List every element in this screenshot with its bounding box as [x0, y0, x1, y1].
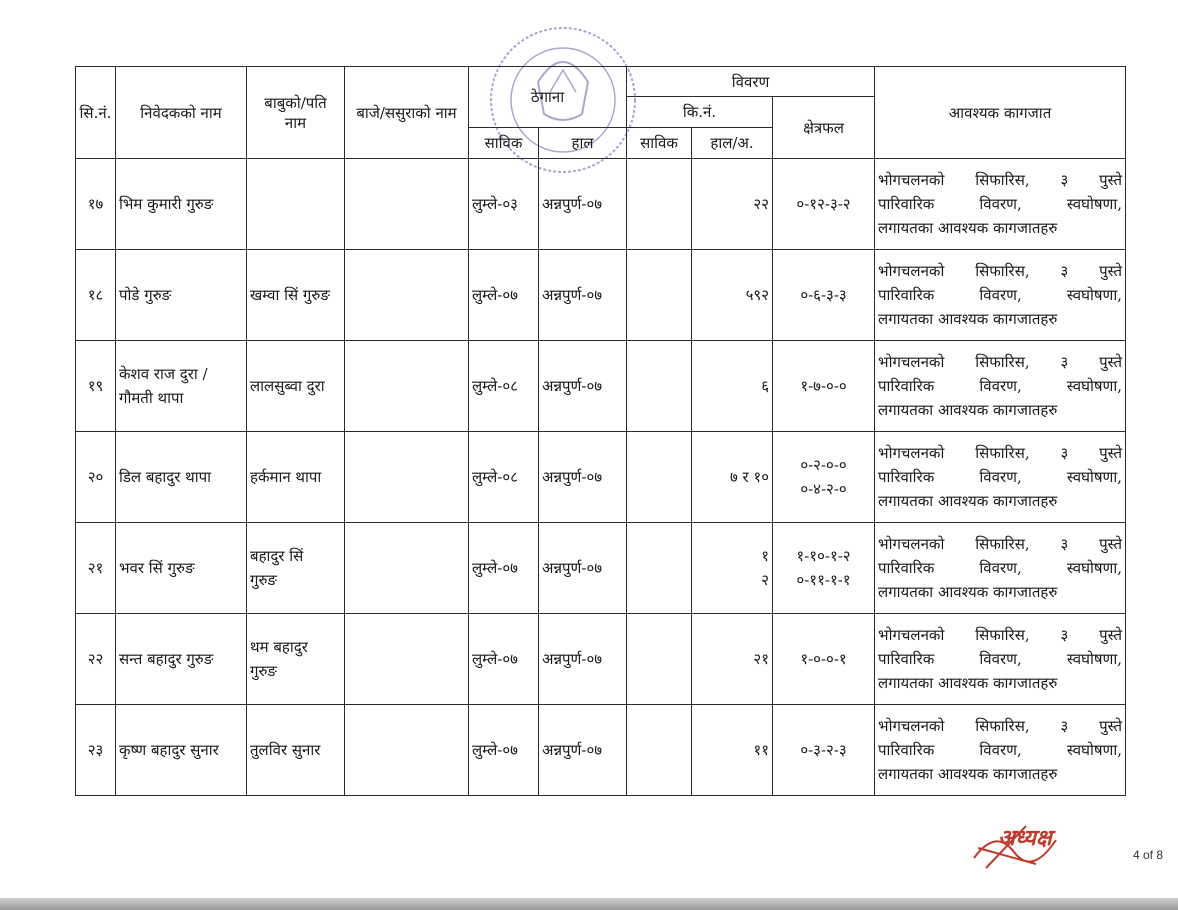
cell-documents [875, 159, 1126, 250]
cell-applicant: कृष्ण बहादुर सुनार [116, 705, 247, 796]
documents-line: पारिवारिक विवरण, स्वघोषणा, [878, 650, 1123, 668]
cell-sn: १९ [76, 341, 116, 432]
cell-applicant: सन्त बहादुर गुरुङ [116, 614, 247, 705]
cell-sn: २१ [76, 523, 116, 614]
land-registry-table [75, 66, 1126, 796]
cell-addr-new: अन्नपुर्ण-०७ [539, 341, 627, 432]
cell-sn: २३ [76, 705, 116, 796]
cell-documents [875, 432, 1126, 523]
cell-addr-new: अन्नपुर्ण-०७ [539, 250, 627, 341]
cell-grandfather [345, 341, 469, 432]
cell-plot-new: ५९२ [692, 250, 773, 341]
cell-sn: १७ [76, 159, 116, 250]
cell-addr-old: लुम्ले-०८ [469, 341, 539, 432]
cell-documents [875, 341, 1126, 432]
documents-line: पारिवारिक विवरण, स्वघोषणा, [878, 377, 1123, 395]
cell-plot-old [627, 159, 692, 250]
cell-plot-old [627, 705, 692, 796]
header-details: विवरण [627, 67, 875, 97]
cell-addr-old: लुम्ले-०७ [469, 523, 539, 614]
documents-line: लगायतका आवश्यक कागजातहरु [878, 401, 1058, 419]
documents-line: भोगचलनको सिफारिस, ३ पुस्ते [878, 444, 1123, 462]
cell-grandfather [345, 250, 469, 341]
documents-line: भोगचलनको सिफारिस, ३ पुस्ते [878, 717, 1123, 735]
documents-line: लगायतका आवश्यक कागजातहरु [878, 219, 1058, 237]
cell-grandfather [345, 523, 469, 614]
documents-line: भोगचलनको सिफारिस, ३ पुस्ते [878, 535, 1123, 553]
cell-documents [875, 705, 1126, 796]
documents-line: भोगचलनको सिफारिस, ३ पुस्ते [878, 262, 1123, 280]
chairperson-signature [966, 818, 1126, 878]
documents-line: लगायतका आवश्यक कागजातहरु [878, 765, 1058, 783]
table-row [76, 341, 1126, 432]
cell-addr-new: अन्नपुर्ण-०७ [539, 705, 627, 796]
cell-grandfather [345, 159, 469, 250]
documents-line: लगायतका आवश्यक कागजातहरु [878, 492, 1058, 510]
cell-area: १-०-०-१ [773, 614, 875, 705]
cell-plot-new: १ २ [692, 523, 773, 614]
cell-plot-new: ११ [692, 705, 773, 796]
table-row [76, 705, 1126, 796]
documents-line: भोगचलनको सिफारिस, ३ पुस्ते [878, 626, 1123, 644]
bottom-edge [0, 898, 1178, 910]
documents-line: लगायतका आवश्यक कागजातहरु [878, 310, 1058, 328]
cell-grandfather [345, 614, 469, 705]
documents-line: पारिवारिक विवरण, स्वघोषणा, [878, 559, 1123, 577]
cell-plot-old [627, 432, 692, 523]
cell-plot-old [627, 614, 692, 705]
documents-line: पारिवारिक विवरण, स्वघोषणा, [878, 195, 1123, 213]
cell-addr-old: लुम्ले-०७ [469, 250, 539, 341]
table-row [76, 614, 1126, 705]
documents-line: लगायतका आवश्यक कागजातहरु [878, 583, 1058, 601]
table-row [76, 432, 1126, 523]
cell-plot-new: २२ [692, 159, 773, 250]
documents-line: लगायतका आवश्यक कागजातहरु [878, 674, 1058, 692]
header-address-old: साविक [469, 128, 539, 159]
cell-plot-old [627, 523, 692, 614]
cell-father: बहादुर सिं गुरुङ [247, 523, 345, 614]
cell-documents [875, 250, 1126, 341]
cell-addr-new: अन्नपुर्ण-०७ [539, 432, 627, 523]
cell-grandfather [345, 705, 469, 796]
header-sn: सि.नं. [76, 67, 116, 159]
cell-father: थम बहादुर गुरुङ [247, 614, 345, 705]
cell-father [247, 159, 345, 250]
cell-addr-old: लुम्ले-०७ [469, 705, 539, 796]
cell-father: खम्वा सिं गुरुङ [247, 250, 345, 341]
cell-father: हर्कमान थापा [247, 432, 345, 523]
cell-applicant: भवर सिं गुरुङ [116, 523, 247, 614]
cell-plot-new: ७ र १० [692, 432, 773, 523]
table-row [76, 159, 1126, 250]
table-row [76, 523, 1126, 614]
documents-line: पारिवारिक विवरण, स्वघोषणा, [878, 468, 1123, 486]
signature-label: अध्यक्ष [998, 825, 1052, 851]
cell-addr-new: अन्नपुर्ण-०७ [539, 159, 627, 250]
cell-addr-old: लुम्ले-०८ [469, 432, 539, 523]
cell-addr-new: अन्नपुर्ण-०७ [539, 614, 627, 705]
cell-sn: २० [76, 432, 116, 523]
cell-plot-new: २१ [692, 614, 773, 705]
cell-area: ०-१२-३-२ [773, 159, 875, 250]
cell-area: ०-२-०-० ०-४-२-० [773, 432, 875, 523]
cell-documents [875, 523, 1126, 614]
cell-grandfather [345, 432, 469, 523]
header-address-new: हाल [539, 128, 627, 159]
page-number: 4 of 8 [1133, 848, 1164, 862]
cell-plot-old [627, 341, 692, 432]
header-plot-old: साविक [627, 128, 692, 159]
cell-sn: १८ [76, 250, 116, 341]
cell-applicant: भिम कुमारी गुरुङ [116, 159, 247, 250]
cell-applicant: केशव राज दुरा / गौमती थापा [116, 341, 247, 432]
cell-area: १-७-०-० [773, 341, 875, 432]
cell-area: ०-६-३-३ [773, 250, 875, 341]
cell-area: ०-३-२-३ [773, 705, 875, 796]
header-plot-no: कि.नं. [627, 97, 773, 128]
cell-sn: २२ [76, 614, 116, 705]
cell-father: लालसुब्वा दुरा [247, 341, 345, 432]
cell-applicant: पोडे गुरुङ [116, 250, 247, 341]
cell-addr-old: लुम्ले-०७ [469, 614, 539, 705]
header-plot-new: हाल/अ. [692, 128, 773, 159]
table-row [76, 250, 1126, 341]
header-address: ठेगाना [469, 67, 627, 128]
cell-addr-new: अन्नपुर्ण-०७ [539, 523, 627, 614]
cell-plot-new: ६ [692, 341, 773, 432]
cell-father: तुलविर सुनार [247, 705, 345, 796]
cell-addr-old: लुम्ले-०३ [469, 159, 539, 250]
header-applicant: निवेदकको नाम [116, 67, 247, 159]
cell-plot-old [627, 250, 692, 341]
documents-line: पारिवारिक विवरण, स्वघोषणा, [878, 286, 1123, 304]
cell-area: १-१०-१-२ ०-११-१-१ [773, 523, 875, 614]
cell-documents [875, 614, 1126, 705]
header-documents: आवश्यक कागजात [875, 67, 1126, 159]
header-area: क्षेत्रफल [773, 97, 875, 159]
documents-line: भोगचलनको सिफारिस, ३ पुस्ते [878, 171, 1123, 189]
documents-line: भोगचलनको सिफारिस, ३ पुस्ते [878, 353, 1123, 371]
documents-line: पारिवारिक विवरण, स्वघोषणा, [878, 741, 1123, 759]
header-grandfather: बाजे/ससुराको नाम [345, 67, 469, 159]
header-father: बाबुको/पति नाम [247, 67, 345, 159]
cell-applicant: डिल बहादुर थापा [116, 432, 247, 523]
